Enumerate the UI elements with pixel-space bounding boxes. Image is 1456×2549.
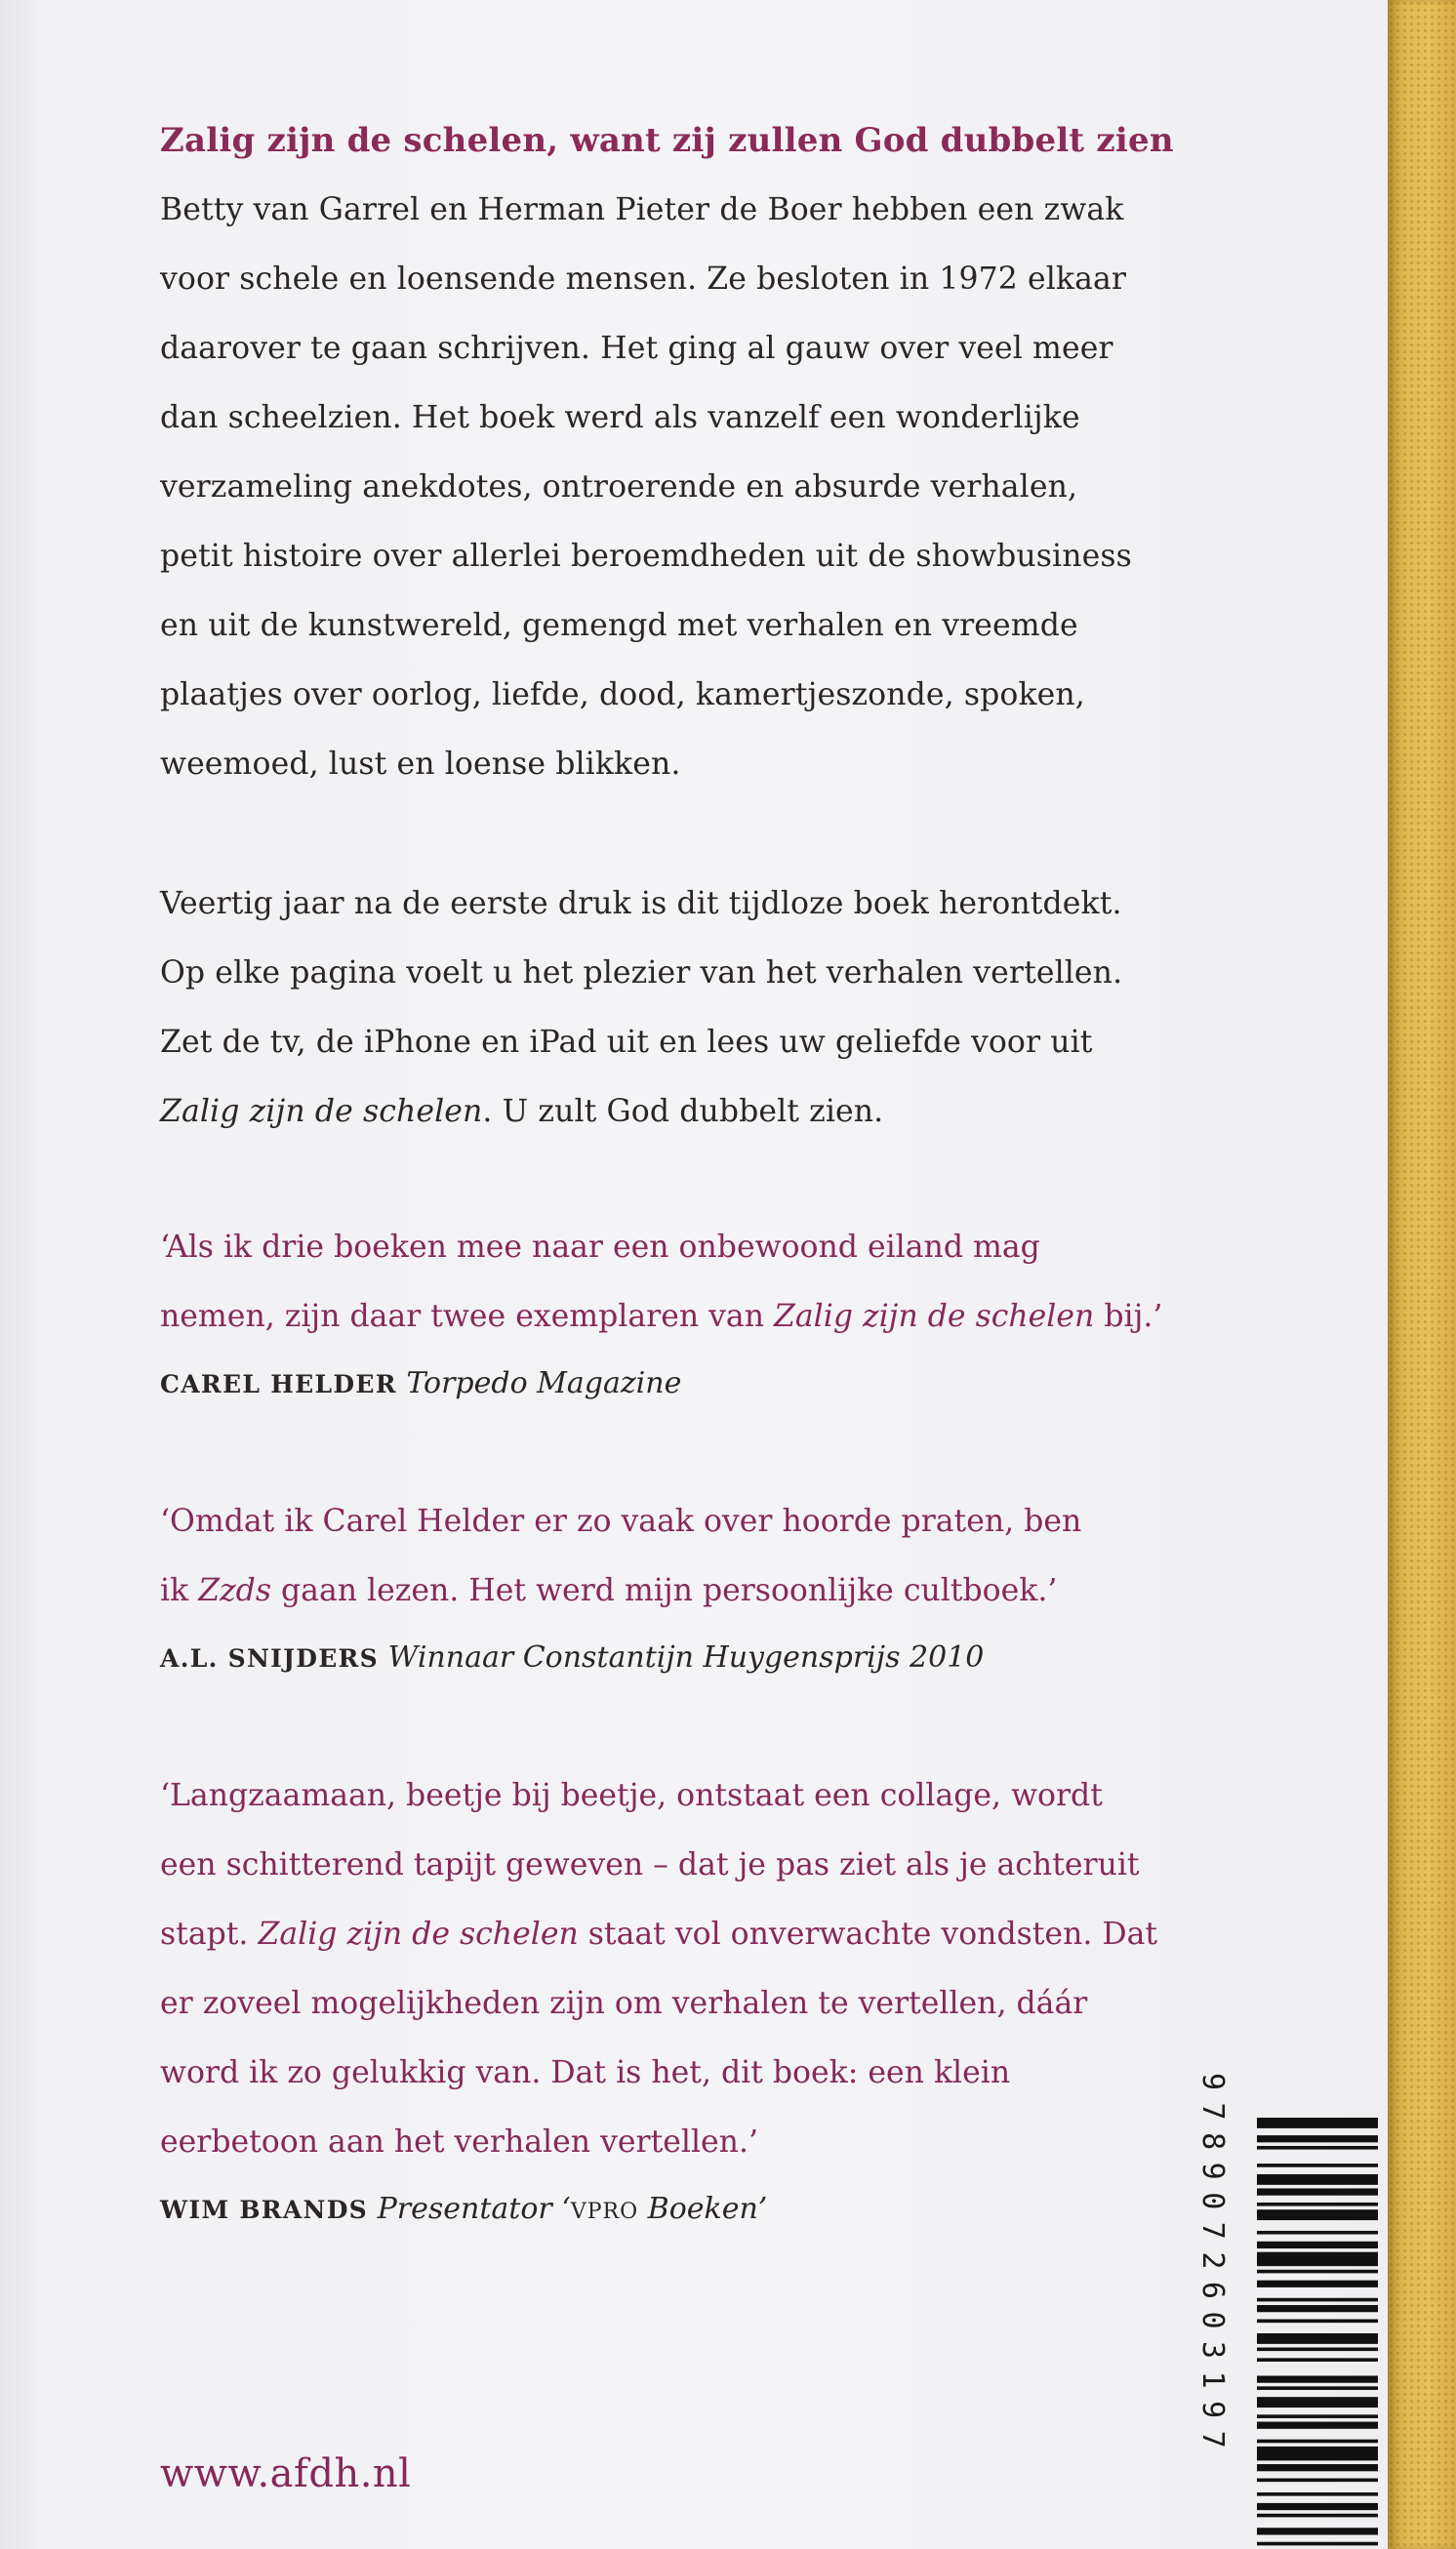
role-text: Presentator ‘	[377, 2192, 571, 2226]
barcode-bar	[1257, 2333, 1378, 2344]
barcode-bar	[1257, 2242, 1378, 2248]
barcode-bar	[1257, 2188, 1378, 2195]
paragraph-line: weemoed, lust en loense blikken.	[160, 747, 681, 782]
book-title-italic: Zalig zijn de schelen	[160, 1094, 483, 1129]
barcode-bar	[1257, 2503, 1378, 2510]
quote-line	[160, 1282, 1292, 1352]
barcode-bar	[1257, 2447, 1378, 2460]
quote-text: stapt.	[160, 1917, 259, 1952]
book-title-italic: Zalig zijn de schelen	[258, 1917, 579, 1952]
barcode-bar	[1257, 2542, 1378, 2546]
barcode-bar	[1257, 2281, 1378, 2287]
quote-line: er zoveel mogelijkheden zijn om verhalen te vertellen, dáár	[160, 1986, 1088, 2021]
quote-line	[160, 1557, 1292, 1626]
barcode-bar	[1257, 2305, 1378, 2312]
paragraph-line: Zet de tv, de iPhone en iPad uit en lees uw geliefde voor uit	[160, 1025, 1093, 1060]
barcode-bar	[1257, 2397, 1378, 2407]
barcode-bar	[1257, 2440, 1378, 2444]
quote-attribution-2	[160, 1626, 1292, 1691]
barcode-bar	[1257, 2209, 1378, 2220]
book-title-italic: Zzds	[198, 1573, 271, 1608]
book-spine-edge	[1388, 0, 1456, 2549]
review-quote-3	[160, 1761, 1292, 2177]
reviewer-role: Winnaar Constantijn Huygensprijs 2010	[387, 1640, 985, 1675]
quote-line: ‘Omdat ik Carel Helder er zo vaak over hoorde praten, ben	[160, 1504, 1082, 1539]
barcode-bar	[1257, 2479, 1378, 2483]
barcode-bar	[1257, 2414, 1378, 2418]
paragraph-line: voor schele en loensende mensen. Ze besloten in 1972 elkaar	[160, 262, 1127, 297]
barcode-bar	[1257, 2164, 1378, 2167]
reviewer-name: CAREL HELDER	[160, 1370, 397, 1398]
quote-text: gaan lezen. Het werd mijn persoonlijke cultboek.’	[271, 1573, 1058, 1608]
quote-text: bij.’	[1094, 1299, 1163, 1334]
reviewer-name: A.L. SNIJDERS	[160, 1644, 379, 1673]
reviewer-role: Torpedo Magazine	[406, 1366, 682, 1400]
paragraph-line: daarover te gaan schrijven. Het ging al gauw over veel meer	[160, 331, 1113, 366]
barcode-bar	[1257, 2464, 1378, 2471]
barcode-bar	[1257, 2118, 1378, 2128]
review-quote-2	[160, 1487, 1292, 1626]
quote-text: nemen, zijn daar twee exemplaren van	[160, 1299, 775, 1334]
quote-text: staat vol onverwachte vondsten. Dat	[578, 1917, 1158, 1952]
paragraph-line: Op elke pagina voelt u het plezier van het verhalen vertellen.	[160, 955, 1123, 991]
quote-line: eerbetoon aan het verhalen vertellen.’	[160, 2124, 758, 2160]
barcode-bar	[1257, 2358, 1378, 2362]
barcode-bar	[1257, 2298, 1378, 2302]
barcode-bar	[1257, 2231, 1378, 2235]
quote-line: ‘Als ik drie boeken mee naar een onbewoond eiland mag	[160, 1230, 1040, 1265]
barcode-bar	[1257, 2270, 1378, 2274]
cover-text-block	[160, 105, 1292, 2245]
barcode-bar	[1257, 2492, 1378, 2496]
paragraph-line: Betty van Garrel en Herman Pieter de Boer hebben een zwak	[160, 192, 1124, 227]
barcode-bar	[1257, 2203, 1378, 2206]
reviewer-name: WIM BRANDS	[160, 2196, 369, 2224]
barcode-bar	[1257, 2347, 1378, 2351]
barcode-bar	[1257, 2514, 1378, 2518]
barcode-bar	[1257, 2146, 1378, 2150]
barcode-bar	[1257, 2135, 1378, 2142]
paragraph-line: plaatjes over oorlog, liefde, dood, kamertjeszonde, spoken,	[160, 677, 1085, 712]
barcode-bars	[1257, 2118, 1378, 2549]
publisher-website: www.afdh.nl	[160, 2451, 412, 2496]
quote-line: word ik zo gelukkig van. Dat is het, dit boek: een klein	[160, 2055, 1011, 2090]
paragraph-line: verzameling anekdotes, ontroerende en absurde verhalen,	[160, 469, 1078, 505]
paragraph-text: . U zult God dubbelt zien.	[482, 1094, 884, 1129]
book-title-italic: Zalig zijn de schelen	[774, 1299, 1095, 1334]
paragraph-line: dan scheelzien. Het boek werd als vanzelf een wonderlijke	[160, 400, 1080, 435]
barcode-bar	[1257, 2252, 1378, 2266]
paragraph-line: en uit de kunstwereld, gemengd met verhalen en vreemde	[160, 608, 1078, 643]
blurb-paragraph-1	[160, 176, 1292, 799]
barcode-bar	[1257, 2320, 1378, 2324]
role-smallcaps: VPRO	[570, 2200, 639, 2224]
blurb-paragraph-2	[160, 870, 1292, 1147]
paragraph-line	[160, 1077, 1292, 1147]
review-quote-1	[160, 1213, 1292, 1352]
paragraph-line: Veertig jaar na de eerste druk is dit tijdloze boek herontdekt.	[160, 886, 1122, 921]
quote-line	[160, 1900, 1292, 1969]
blurb-heading: Zalig zijn de schelen, want zij zullen God dubbelt zien	[160, 121, 1174, 160]
quote-attribution-3	[160, 2177, 1292, 2245]
barcode-bar	[1257, 2174, 1378, 2185]
reviewer-role	[378, 2192, 768, 2226]
barcode-bar	[1257, 2528, 1378, 2534]
barcode-bar	[1257, 2386, 1378, 2390]
barcode-bar	[1257, 2422, 1378, 2429]
quote-attribution-1	[160, 1352, 1292, 1417]
paragraph-line: petit histoire over allerlei beroemdheden uit de showbusiness	[160, 539, 1132, 574]
quote-text: ik	[160, 1573, 199, 1608]
quote-line: ‘Langzaamaan, beetje bij beetje, ontstaat een collage, wordt	[160, 1778, 1103, 1813]
barcode-bar	[1257, 2375, 1378, 2382]
isbn-number: 9789072603197	[1195, 2073, 1230, 2461]
role-text: Boeken’	[638, 2192, 768, 2226]
quote-line: een schitterend tapijt geweven – dat je pas ziet als je achteruit	[160, 1847, 1140, 1882]
